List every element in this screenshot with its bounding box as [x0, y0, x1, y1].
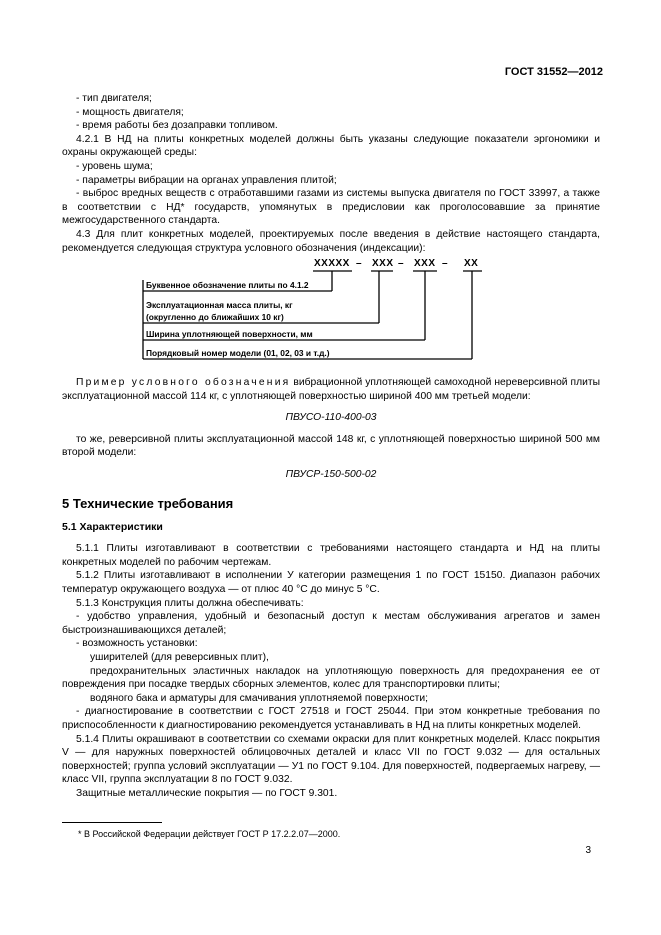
- diagram-label-model: Порядковый номер модели (01, 02, 03 и т.д.): [146, 348, 330, 358]
- diagram-label-width: Ширина уплотняющей поверхности, мм: [146, 329, 313, 339]
- example-text: [62, 376, 600, 403]
- section-title: 5 Технические требования: [62, 496, 234, 511]
- page-number: 3: [585, 845, 591, 856]
- list-item: - выброс вредных веществ с отработавшими газами из системы выпуска двигателя по ГОСТ 33997, а также в соответствии с НД* государств, упомянутых в предисловии как проголосовавшие за принятие межгосударственного стандарта.: [62, 188, 600, 227]
- document-header: ГОСТ 31552—2012: [504, 66, 603, 78]
- list-item: - возможность установки:: [76, 638, 198, 650]
- paragraph-4-3: 4.3 Для плит конкретных моделей, проектируемых после введения в действие настоящего стандарта, рекомендуется следующая структура условного обозначения (индексации):: [62, 228, 600, 254]
- list-subitem: уширителей (для реверсивных плит),: [90, 651, 269, 663]
- diagram-label-mass-note: (округленно до ближайших 10 кг): [146, 312, 284, 322]
- example-body: вибрационной уплотняющей самоходной нереверсивной плиты эксплуатационной массой 114 кг, с уплотняющей поверхностью шириной 400 мм третьей модели:: [62, 377, 601, 402]
- paragraph-5-1-4: 5.1.4 Плиты окрашивают в соответствии со схемами окраски для плит конкретных моделей. Класс покрытия V — для наружных поверхностей облицовочных деталей и класс VII по ГОСТ 9.032 — для остальных поверхностей; группа условий эксплуатации — У1 по ГОСТ 9.104. Для поверхностей, подвергаемых нагреву, — класс VII, группа эксплуатации 8 по ГОСТ 9.032.: [62, 733, 600, 786]
- code-part-width: ХХХ: [414, 258, 436, 269]
- paragraph-5-1-4-b: Защитные металлические покрытия — по ГОСТ 9.301.: [76, 787, 338, 799]
- code-dash: –: [356, 258, 363, 269]
- section-4-text: [62, 92, 600, 255]
- list-item: - параметры вибрации на органах управления плитой;: [76, 174, 337, 186]
- example-block: [62, 376, 600, 482]
- list-subitem: водяного бака и арматуры для смачивания уплотняемой поверхности;: [90, 692, 428, 704]
- list-subitem: предохранительных эластичных накладок на уплотняющую поверхность для предохранения ее от повреждения при посадке твердых сборных элементов, колес для транспортировки плиты;: [62, 665, 600, 691]
- paragraph-5-1-1: 5.1.1 Плиты изготавливают в соответствии с требованиями настоящего стандарта и НД на плиты конкретных моделей по рабочим чертежам.: [62, 543, 600, 568]
- section-5: [62, 497, 600, 800]
- paragraph-5-1-3: 5.1.3 Конструкция плиты должна обеспечивать:: [76, 597, 304, 609]
- example-text-2: то же, реверсивной плиты эксплуатационной массой 148 кг, с уплотняющей поверхностью шириной 500 мм второй модели:: [62, 433, 600, 459]
- paragraph-4-2-1: 4.2.1 В НД на плиты конкретных моделей должны быть указаны следующие показатели эргономики и охраны окружающей среды:: [62, 133, 600, 159]
- example-code-2: ПВУСР-150-500-02: [285, 468, 377, 480]
- list-item: - диагностирование в соответствии с ГОСТ 27518 и ГОСТ 25044. При этом конкретные требования по приспособленности к диагностированию рекомендуется устанавливать в НД на плиты конкретных моделей.: [62, 706, 600, 731]
- example-code-1: ПВУСО-110-400-03: [285, 412, 377, 424]
- code-dash: –: [398, 258, 405, 269]
- subsection-title: 5.1 Характеристики: [62, 520, 163, 533]
- code-part-letters: ХХХХХ: [314, 258, 350, 269]
- list-item: - тип двигателя;: [76, 93, 152, 104]
- footnote: * В Российской Федерации действует ГОСТ Р 17.2.2.07—2000.: [78, 829, 341, 839]
- diagram-label-letters: Буквенное обозначение плиты по 4.1.2: [146, 280, 309, 290]
- diagram-label-mass: Эксплуатационная масса плиты, кг: [146, 300, 293, 310]
- list-item: - мощность двигателя;: [76, 106, 184, 118]
- paragraph-5-1-2: 5.1.2 Плиты изготавливают в исполнении У категории размещения 1 по ГОСТ 15150. Диапазон рабочих температур окружающего воздуха — от плюс 40 °С до минус 5 °С.: [62, 570, 600, 595]
- list-item: - удобство управления, удобный и безопасный доступ к местам обслуживания агрегатов и замен быстроизнашивающихся деталей;: [62, 611, 600, 636]
- code-part-model: ХХ: [464, 258, 479, 269]
- list-item: - уровень шума;: [76, 160, 153, 172]
- list-item: - время работы без дозаправки топливом.: [76, 120, 278, 132]
- footnote-divider: [62, 822, 162, 823]
- example-lead: Пример условного обозначения: [76, 377, 291, 388]
- code-part-mass: ХХХ: [372, 258, 394, 269]
- code-dash: –: [442, 258, 449, 269]
